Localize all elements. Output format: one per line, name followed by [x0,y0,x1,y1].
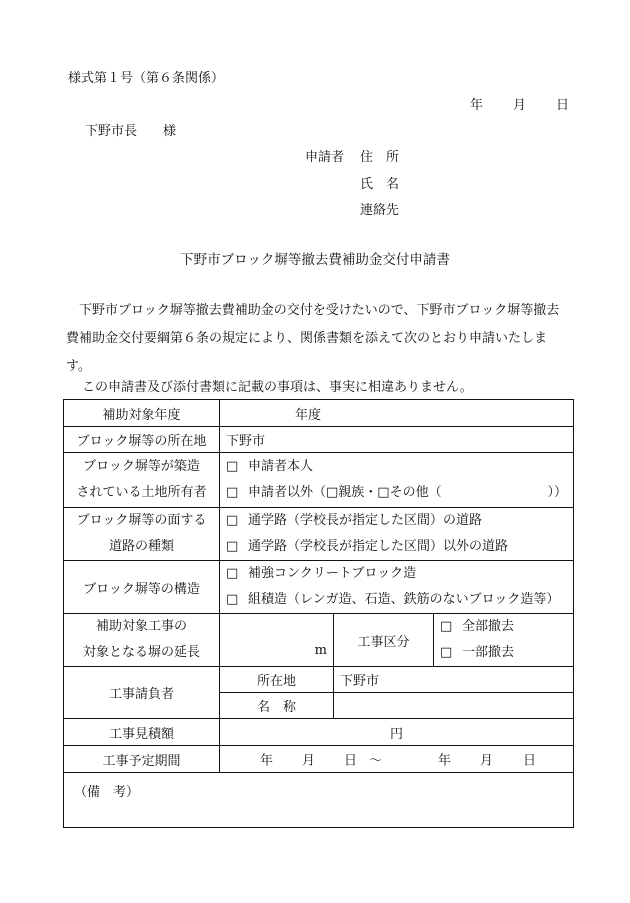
checkbox-work-full[interactable]: □ [440,619,453,634]
structure-option-reinforced[interactable]: □ 補強コンクリートブロック造 [226,561,567,587]
length-unit: m [314,643,327,658]
row-location [64,427,574,453]
applicant-contact-label: 連絡先 [360,203,400,218]
application-table [63,399,574,828]
length-value[interactable] [220,614,334,667]
declaration: この申請書及び添付書類に記載の事項は、事実に相違ありません。 [82,380,473,395]
addressee-name: 下野市長 [85,124,138,139]
contractor-address-value[interactable]: 下野市 [334,667,574,693]
structure-label: ブロック塀等の構造 [64,561,220,614]
checkbox-structure-masonry[interactable]: □ [226,592,239,607]
row-subsidy-year [64,400,574,427]
row-length [64,614,574,667]
period-label: 工事予定期間 [64,746,220,773]
location-value[interactable]: 下野市 [220,427,574,453]
structure-options [220,561,574,614]
owner-option-other[interactable]: □ 申請者以外（□親族・□その他（ ）） [226,480,567,506]
location-label: ブロック塀等の所在地 [64,427,220,453]
subsidy-year-label: 補助対象年度 [64,400,220,427]
structure-option-masonry[interactable]: □ 組積造（レンガ造、石造、鉄筋のないブロック造等） [226,587,567,613]
checkbox-structure-reinforced[interactable]: □ [226,566,239,581]
row-owner [64,453,574,508]
owner-option-self[interactable]: □ 申請者本人 [226,454,567,480]
remarks-cell[interactable] [64,773,574,828]
body-paragraph: 下野市ブロック塀等撤去費補助金の交付を受けたいので、下野市ブロック塀等撤去費補助金交付要綱第６条の規定により、関係書類を添えて次のとおり申請いたします。 [66,303,560,374]
contractor-name-label: 名 称 [220,693,334,719]
period-start-year: 年 [260,753,274,769]
road-label: ブロック塀等の面する 道路の種類 [64,508,220,561]
work-type-label: 工事区分 [334,614,434,667]
date-month: 月 [513,98,527,113]
row-road [64,508,574,561]
checkbox-owner-other[interactable]: □ [226,485,239,500]
owner-label-line1: ブロック塀等が築造 [83,459,200,474]
row-contractor-address [64,667,574,693]
checkbox-work-partial[interactable]: □ [440,645,453,660]
form-number: 様式第１号（第６条関係） [68,71,225,86]
row-period [64,746,574,773]
work-type-options [434,614,574,667]
applicant-label: 申請者 [305,150,345,165]
remarks-label: （備 考） [74,785,140,800]
checkbox-owner-self[interactable]: □ [226,459,239,474]
applicant-name-label: 氏 名 [360,177,400,192]
road-option-other[interactable]: □ 通学路（学校長が指定した区間）以外の道路 [226,534,567,560]
period-value[interactable] [220,746,574,773]
road-options [220,508,574,561]
period-end-year: 年 [438,753,452,769]
estimate-label: 工事見積額 [64,719,220,746]
contractor-label: 工事請負者 [64,667,220,719]
document-title: 下野市ブロック塀等撤去費補助金交付申請書 [180,252,450,268]
checkbox-road-school[interactable]: □ [226,513,239,528]
subsidy-year-value[interactable]: 年度 [220,400,574,427]
body-text [66,297,571,381]
owner-label-line2: されている土地所有者 [76,485,207,500]
period-end-month: 月 [480,753,494,769]
checkbox-road-other[interactable]: □ [226,539,239,554]
addressee-suffix: 様 [163,124,177,139]
estimate-value[interactable]: 円 [220,719,574,746]
row-remarks [64,773,574,828]
period-tilde: ～ [369,753,383,769]
owner-label [64,453,220,508]
road-option-school[interactable]: □ 通学路（学校長が指定した区間）の道路 [226,508,567,534]
work-type-partial[interactable]: □ 一部撤去 [440,640,567,666]
row-estimate [64,719,574,746]
date-year: 年 [470,98,484,113]
row-structure [64,561,574,614]
period-start-day: 日 [344,753,358,769]
contractor-name-value[interactable] [334,693,574,719]
contractor-address-label: 所在地 [220,667,334,693]
period-start-month: 月 [302,753,316,769]
applicant-block [305,146,505,216]
addressee [85,120,176,139]
owner-options [220,453,574,508]
date-day: 日 [556,98,570,113]
applicant-address-label: 住 所 [360,150,400,165]
work-type-full[interactable]: □ 全部撤去 [440,614,567,640]
period-end-day: 日 [523,753,537,769]
length-label: 補助対象工事の 対象となる塀の延長 [64,614,220,667]
